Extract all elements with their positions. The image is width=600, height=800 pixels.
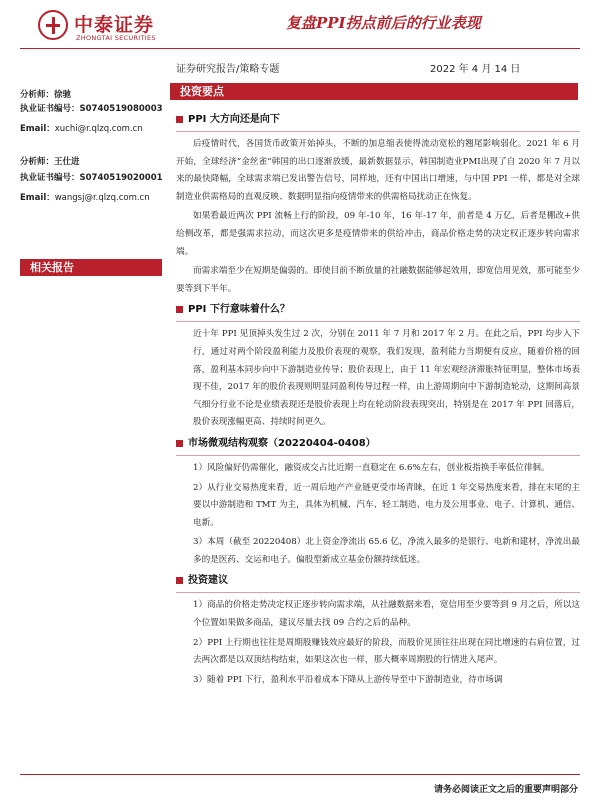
logo-text-en: ZHONGTAI SECURITIES [76, 34, 156, 42]
bullet-square-icon [176, 306, 183, 313]
cert-number: S0740519080003 [79, 104, 163, 114]
section-heading-ppi-decline [176, 301, 580, 319]
company-logo [38, 8, 168, 46]
document-title: 复盘PPI拐点前后的行业表现 [286, 14, 481, 32]
section-heading-text: PPI 大方向还是向下 [188, 114, 280, 125]
analyst-name: 王仕进 [54, 157, 80, 167]
header-divider [20, 48, 580, 49]
bullet-square-icon [176, 577, 183, 584]
analyst-cert-row [20, 171, 170, 185]
paragraph: 1）风险偏好仍需催化，融资成交占比近期一直稳定在 6.6%左右，创业板指换手率低位徘徊。 [193, 462, 550, 473]
analyst-email[interactable]: xuchi@r.qlzq.com.cn [54, 124, 143, 134]
footer-disclaimer: 请务必阅读正文之后的重要声明部分 [433, 785, 578, 795]
report-date: 2022 年 4 月 14 日 [430, 64, 521, 75]
analyst-name: 徐驰 [54, 90, 72, 100]
analyst-label: 分析师： [20, 157, 55, 167]
cert-label: 执业证书编号： [20, 104, 80, 114]
cert-number: S0740519020001 [79, 173, 163, 183]
analyst-label: 分析师： [20, 90, 55, 100]
section-heading-text: 投资建议 [188, 575, 228, 587]
analyst-email[interactable]: wangsj@r.qlzq.com.cn [54, 193, 150, 203]
analyst-name-row [20, 155, 170, 169]
section-heading-ppi-direction [176, 111, 580, 129]
paragraph: 3）本周（截至 20220408）北上资金净流出 65.6 亿，净流入最多的是银行、电新和建材，净流出最多的是医药、交运和电子。偏股型新成立基金份额持续低迷。 [193, 537, 580, 565]
section-heading-text: 市场微观结构观察（20220404-0408） [188, 437, 376, 449]
bullet-square-icon [176, 116, 183, 123]
cert-label: 执业证书编号： [20, 173, 80, 183]
section-bar-related-reports: 相关报告 [20, 259, 162, 276]
main-content [176, 108, 580, 691]
section-bar-investment-points: 投资要点 [170, 83, 578, 100]
section-heading-market-structure [176, 435, 580, 453]
section-heading-text: PPI 下行意味着什么？ [188, 304, 290, 316]
report-type: 证券研究报告/策略专题 [176, 64, 280, 75]
paragraph: 而需求端至少在短期是偏弱的。即使目前不断放量的社融数据能够起效用，即宽信用见效，那可能至少要等到下半年。 [176, 266, 580, 294]
email-label: Email： [20, 124, 55, 134]
heading-underline [176, 131, 580, 132]
analyst-email-row [20, 191, 170, 205]
section-heading-investment-advice [176, 572, 580, 590]
email-label: Email： [20, 193, 55, 203]
logo-mark-icon [38, 10, 68, 40]
paragraph: 3）随着 PPI 下行，盈利水平沿着成本下降从上游传导至中下游制造业，待市场调 [193, 674, 503, 685]
paragraph: 1）商品的价格走势决定权正逐步转向需求端，从社融数据来看，宽信用至少要等到 9 月之后，所以这个位置如果做多商品，建议尽量去找 09 合约之后的品种。 [193, 600, 580, 629]
analyst-block-2 [20, 155, 170, 205]
analyst-block-1 [20, 88, 170, 136]
bullet-square-icon [176, 440, 183, 447]
analyst-name-row [20, 88, 170, 102]
analyst-cert-row [20, 102, 170, 116]
paragraph: 2）从行业交易热度来看，近一周后地产产业链更受市场青睐，在近 1 年交易热度来看，排在末尾的主要以中游制造和 TMT 为主，具体为机械、汽车、轻工制造、电力及公用事业、电子、计算机、通信、电新。 [193, 482, 580, 528]
analyst-email-row [20, 122, 170, 136]
paragraph: 如果看最近两次 PPI 流畅上行的阶段，09 年-10 年，16 年-17 年，前者是 4 万亿，后者是棚改+供给侧改革，都是强需求拉动，而这次更多是疫情带来的供给冲击，商品价格走势的决定权正逐步转向需求端。 [176, 211, 580, 257]
paragraph: 近十年 PPI 见顶掉头发生过 2 次，分别在 2011 年 7 月和 2017 年 2 月。在此之后，PPI 均步入下行，通过对两个阶段盈利能力及股价表现的观察，我们发现，盈利能力当期便有反应，随着价格的回落，盈利基本同步向中下游制造业传导；股价表现上，由于 11 年宏观经济滞胀特征明显，整体市场表现不佳，2017 年的股价表现则明显同盈利传导过程一样，由上游周期向中下游制造轮动，这期间高景气细分行业不论是业绩表现还是股价表现上均在轮动阶段表现突出，特别是在 2017 年 PPI 回落后，股价表现涨幅更高、持续时间更久。 [193, 329, 580, 428]
heading-underline [176, 592, 580, 593]
heading-underline [176, 455, 580, 456]
heading-underline [176, 321, 580, 322]
paragraph: 后疫情时代，各国货币政策开始掉头，不断的加息缩表使得流动宽松的翘尾影响弱化。2021 年 6 月开始，全球经济“金丝雀”韩国的出口逐渐放缓，最新数据显示，韩国制造业PMI出现了自 2020 年 7 月以来的最快降幅，全球需求端已发出警告信号，同样地，还有中国出口增速，与中国 PPI 一样，都是对全球制造业供需格局的直观反映、数据明显指向疫情带来的供需格局扰动正在恢复。 [176, 139, 580, 202]
paragraph: 2）PPI 上行期也往往是周期股赚钱效应最好的阶段，而股价见顶往往出现在同比增速的右肩位置，过去两次都是以双顶结构结束，如果这次也一样，那大概率周期股的行情进入尾声。 [193, 637, 580, 666]
footer-divider [20, 774, 580, 775]
logo-text-cn: 中泰证券 [74, 14, 155, 36]
